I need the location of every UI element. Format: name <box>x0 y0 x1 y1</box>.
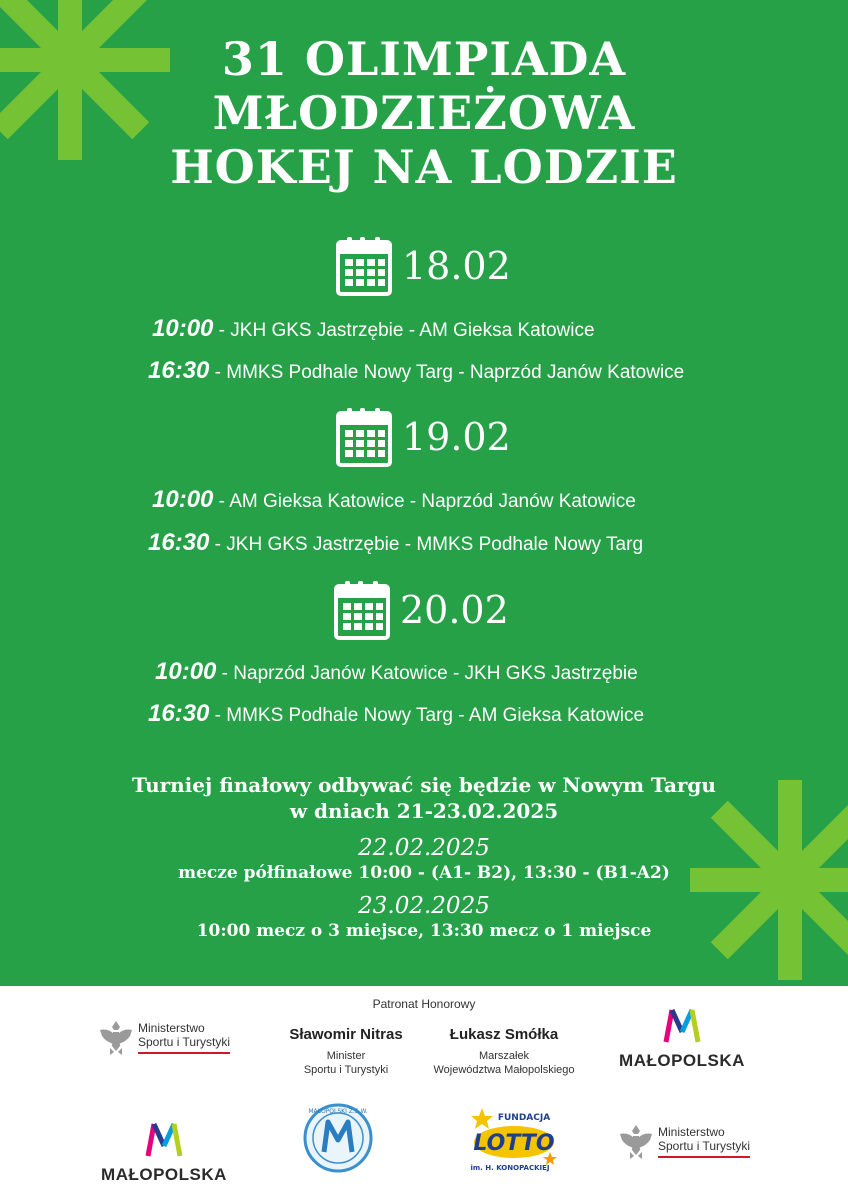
calendar-icon <box>336 236 392 296</box>
title-line-2: MŁODZIEŻOWA <box>212 86 636 140</box>
malopolska-label: MAŁOPOLSKA <box>101 1165 227 1184</box>
day-3-match-1 <box>155 658 638 686</box>
malopolski-zsw-logo <box>302 1102 374 1174</box>
final-line-2: w dniach 21-23.02.2025 <box>289 799 559 823</box>
final-day-1-date: 22.02.2025 <box>358 835 490 861</box>
match-teams: - JKH GKS Jastrzębie - AM Gieksa Katowice <box>213 320 595 341</box>
match-time: 10:00 <box>152 315 214 342</box>
ministry-name-text: Ministerstwo Sportu i Turystyki <box>138 1021 230 1054</box>
match-time: 16:30 <box>148 357 210 384</box>
day-1-header <box>336 236 511 296</box>
svg-text:LOTTO: LOTTO <box>473 1131 555 1156</box>
patron-person-1 <box>268 1026 424 1077</box>
patronat-label: Patronat Honorowy <box>372 997 476 1011</box>
ministry-name-text: Ministerstwo Sportu i Turystyki <box>658 1125 750 1158</box>
malopolska-logo-bottom <box>94 1120 234 1185</box>
match-teams: - Naprzód Janów Katowice - JKH GKS Jastrzębie <box>216 663 638 684</box>
final-day-2-detail: 10:00 mecz o 3 miejsce, 13:30 mecz o 1 miejsce <box>196 921 652 941</box>
day-1-match-1 <box>152 315 595 343</box>
calendar-icon <box>334 580 390 640</box>
final-day-2-date: 23.02.2025 <box>358 893 490 919</box>
day-3-match-2 <box>148 700 644 728</box>
final-line-1: Turniej finałowy odbywać się będzie w Nowym Targu <box>132 773 716 797</box>
malopolska-m-icon <box>144 1120 184 1158</box>
person-2-role-2: Województwa Małopolskiego <box>433 1064 575 1076</box>
person-1-name: Sławomir Nitras <box>289 1026 403 1043</box>
day-3-header <box>334 580 509 640</box>
final-day-1-detail: mecze półfinałowe 10:00 - (A1- B2), 13:30 - (B1-A2) <box>178 863 670 883</box>
fundacja-lotto-logo <box>466 1106 562 1174</box>
match-time: 16:30 <box>148 529 210 556</box>
day-3-date: 20.02 <box>400 588 509 632</box>
patron-person-2 <box>420 1026 588 1077</box>
match-time: 16:30 <box>148 700 210 727</box>
match-time: 10:00 <box>152 486 214 513</box>
match-teams: - MMKS Podhale Nowy Targ - Naprzód Janów Katowice <box>209 362 685 383</box>
title-line-1: 31 OLIMPIADA <box>221 32 627 86</box>
calendar-icon <box>336 407 392 467</box>
match-teams: - MMKS Podhale Nowy Targ - AM Gieksa Katowice <box>209 705 645 726</box>
match-time: 10:00 <box>155 658 217 685</box>
day-2-match-2 <box>148 529 643 557</box>
malopolska-label: MAŁOPOLSKA <box>619 1051 745 1070</box>
final-tournament-info <box>0 772 848 942</box>
title-line-3: HOKEJ NA LODZIE <box>170 140 678 194</box>
day-1-match-2 <box>148 357 684 385</box>
day-2-match-1 <box>152 486 636 514</box>
polish-eagle-icon <box>98 1018 134 1056</box>
match-teams: - JKH GKS Jastrzębie - MMKS Podhale Nowy Targ <box>209 534 644 555</box>
person-2-role-1: Marszałek <box>478 1050 530 1062</box>
polish-eagle-icon <box>618 1122 654 1160</box>
svg-text:im. H. KONOPACKIEJ: im. H. KONOPACKIEJ <box>470 1164 550 1172</box>
person-1-role-1: Minister <box>326 1050 366 1062</box>
sponsors-footer <box>0 986 848 1200</box>
match-teams: - AM Gieksa Katowice - Naprzód Janów Katowice <box>213 491 636 512</box>
ministry-logo-bottom <box>618 1122 750 1160</box>
day-2-header <box>336 407 511 467</box>
day-1-date: 18.02 <box>402 244 511 288</box>
person-2-name: Łukasz Smółka <box>449 1026 559 1043</box>
svg-text:FUNDACJA: FUNDACJA <box>497 1113 551 1123</box>
person-1-role-2: Sportu i Turystyki <box>303 1064 389 1076</box>
svg-text:MAŁOPOLSKI Z.S.W.: MAŁOPOLSKI Z.S.W. <box>308 1108 368 1115</box>
malopolska-logo-top <box>612 1006 752 1071</box>
malopolska-m-icon <box>662 1006 702 1044</box>
ministry-logo-top <box>98 1018 230 1056</box>
poster-title <box>0 32 848 194</box>
day-2-date: 19.02 <box>402 415 511 459</box>
